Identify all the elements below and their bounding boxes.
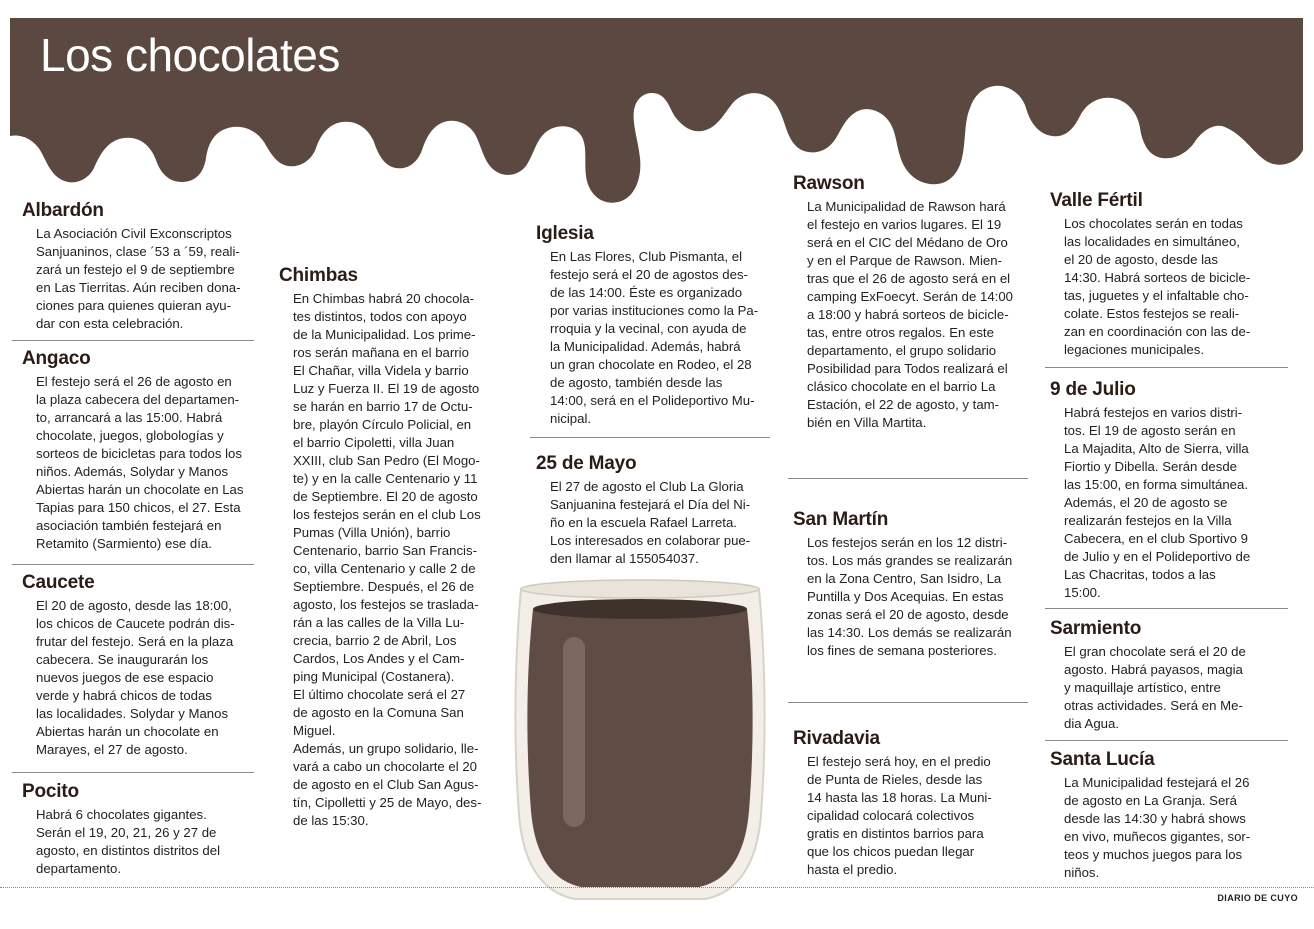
section-san-martin: [793, 509, 1029, 660]
publication-credit: DIARIO DE CUYO: [1217, 893, 1298, 903]
section-text: La Municipalidad de Rawson hará el festejo en varios lugares. El 19 será en el CIC del Médano de Oro y en el Parque de Rawson. Mien- tras que el 26 de agosto será en el camping ExFoecyt. Serán de 14:00 a 18:00 y habrá sorteos de bicicle- tas, entre otros regalos. En este departamento, el grupo solidario Posibilidad para Todos realizará el clásico chocolate en el barrio La Estación, el 22 de agosto, y tam- bién en Villa Martita.: [807, 199, 1013, 430]
divider: [530, 437, 770, 438]
section-heading: Santa Lucía: [1050, 749, 1155, 770]
section-text: El gran chocolate será el 20 de agosto. Habrá payasos, magia y maquillaje artístico, entre otras actividades. Será en Me- dia Agua.: [1064, 644, 1246, 731]
divider: [12, 564, 254, 565]
section-rawson: [793, 173, 1029, 432]
section-heading: Valle Fértil: [1050, 190, 1143, 211]
section-text: La Asociación Civil Exconscriptos Sanjuaninos, clase ´53 a ´59, reali- zará un festejo el 9 de septiembre en Las Tierritas. Aún reciben dona- ciones para quienes quieran ayu- dar con esta celebración.: [36, 226, 241, 331]
section-albardon: [22, 200, 254, 333]
section-text: Los festejos serán en los 12 distri- tos. Los más grandes se realizarán en la Zona Centro, San Isidro, La Puntilla y Dos Acequias. En estas zonas será el 20 de agosto, desde las 14:30. Los demás se realizarán los fines de semana posteriores.: [807, 535, 1013, 658]
section-text: En Chimbas habrá 20 chocola- tes distintos, todos con apoyo de la Municipalidad. Los prime- ros serán mañana en el barrio El Chañar, villa Videla y barrio Luz y Fuerza II. El 19 de agosto se harán en barrio 17 de Octu- bre, playón Círculo Policial, en el barrio Cipoletti, villa Juan XXIII, club San Pedro (El Mogo- te) y en la calle Centenario y 11 de Septiembre. El 20 de agosto los festejos serán en el club Los Pumas (Villa Unión), barrio Centenario, barrio San Francis- co, villa Centenario y calle 2 de Septiembre. Después, el 26 de agosto, los festejos se traslada- rán a las calles de la Villa Lu- crecia, barrio 2 de Abril, Los Cardos, Los Andes y el Cam- ping Municipal (Costanera). El último chocolate será el 27 de agosto en la Comuna San Miguel. Además, un grupo solidario, lle- vará a cabo un chocolarte el 20 de agosto en el Club San Agus- tín, Cipolletti y 25 de Mayo, des- de las 15:30.: [293, 291, 482, 828]
section-heading: 9 de Julio: [1050, 379, 1136, 400]
section-heading: 25 de Mayo: [536, 453, 637, 474]
page-title: Los chocolates: [40, 29, 340, 81]
section-text: El festejo será el 26 de agosto en la plaza cabecera del departamen- to, arrancará a las 15:00. Habrá chocolate, juegos, globologías y sorteos de bicicletas para todos los niños. Además, Solydar y Manos Abiertas harán un chocolate en Las Tapias para 150 chicos, el 27. Esta asociación también festejará en Retamito (Sarmiento) ese día.: [36, 374, 244, 551]
divider: [1045, 608, 1288, 609]
section-heading: San Martín: [793, 509, 889, 530]
section-heading: Iglesia: [536, 223, 594, 244]
section-heading: Pocito: [22, 781, 79, 802]
section-santa-lucia: [1050, 749, 1290, 882]
divider: [12, 772, 254, 773]
divider: [12, 340, 254, 341]
section-angaco: [22, 348, 254, 553]
section-heading: Angaco: [22, 348, 91, 369]
divider: [788, 702, 1028, 703]
section-sarmiento: [1050, 618, 1290, 733]
section-9-de-julio: [1050, 379, 1290, 602]
section-heading: Albardón: [22, 200, 104, 221]
section-valle-fertil: [1050, 190, 1290, 359]
section-heading: Chimbas: [279, 265, 358, 286]
section-heading: Rivadavia: [793, 728, 880, 749]
section-25-de-mayo: [536, 453, 772, 568]
section-heading: Rawson: [793, 173, 865, 194]
footer-dotted-rule: [0, 887, 1314, 888]
section-text: Los chocolates serán en todas las localidades en simultáneo, el 20 de agosto, desde las 14:30. Habrá sorteos de bicicle- tas, juguetes y el infaltable cho- colate. Estos festejos se reali- zan en coordinación con las de- legaciones municipales.: [1064, 216, 1251, 357]
section-chimbas: [279, 265, 504, 830]
section-text: En Las Flores, Club Pismanta, el festejo será el 20 de agostos des- de las 14:00. Éste es organizado por varias instituciones como la Pa- rroquia y la vecinal, con ayuda de la Municipalidad. Además, habrá un gran chocolate en Rodeo, el 28 de agosto, también desde las 14:00, será en el Polideportivo Mu- nicipal.: [550, 249, 759, 426]
section-pocito: [22, 781, 254, 878]
divider: [1045, 740, 1288, 741]
section-rivadavia: [793, 728, 1029, 879]
section-iglesia: [536, 223, 772, 428]
section-text: El 20 de agosto, desde las 18:00, los chicos de Caucete podrán dis- frutar del festejo. Será en la plaza cabecera. Se inaugurarán los nuevos juegos de ese espacio verde y habrá chicos de todas las localidades. Solydar y Manos Abiertas harán un chocolate en Marayes, el 27 de agosto.: [36, 598, 235, 757]
section-text: El 27 de agosto el Club La Gloria Sanjuanina festejará el Día del Ni- ño en la escuela Rafael Larreta. Los interesados en colaborar pue- den llamar al 155054037.: [550, 479, 751, 566]
chocolate-drop-shape: [1234, 54, 1270, 94]
section-text: Habrá festejos en varios distri- tos. El 19 de agosto serán en La Majadita, Alto de Sierra, villa Fiortio y Dibella. Serán desde las 15:00, en forma simultánea. Además, el 20 de agosto se realizarán festejos en la Villa Cabecera, en el club Sportivo 9 de Julio y en el Polideportivo de Las Chacritas, todos a las 15:00.: [1064, 405, 1251, 600]
section-text: La Municipalidad festejará el 26 de agosto en La Granja. Será desde las 14:30 y habrá shows en vivo, muñecos gigantes, sor- teos y muchos juegos para los niños.: [1064, 775, 1251, 880]
divider: [1045, 367, 1288, 368]
divider: [788, 478, 1028, 479]
section-heading: Caucete: [22, 572, 95, 593]
section-heading: Sarmiento: [1050, 618, 1142, 639]
chocolate-cup-illustration: [505, 575, 775, 910]
section-text: Habrá 6 chocolates gigantes. Serán el 19, 20, 21, 26 y 27 de agosto, en distintos distritos del departamento.: [36, 807, 220, 876]
section-text: El festejo será hoy, en el predio de Punta de Rieles, desde las 14 hasta las 18 horas. La Muni- cipalidad colocará colectivos gratis en distintos barrios para que los chicos puedan llegar hasta el predio.: [807, 754, 992, 877]
section-caucete: [22, 572, 254, 759]
